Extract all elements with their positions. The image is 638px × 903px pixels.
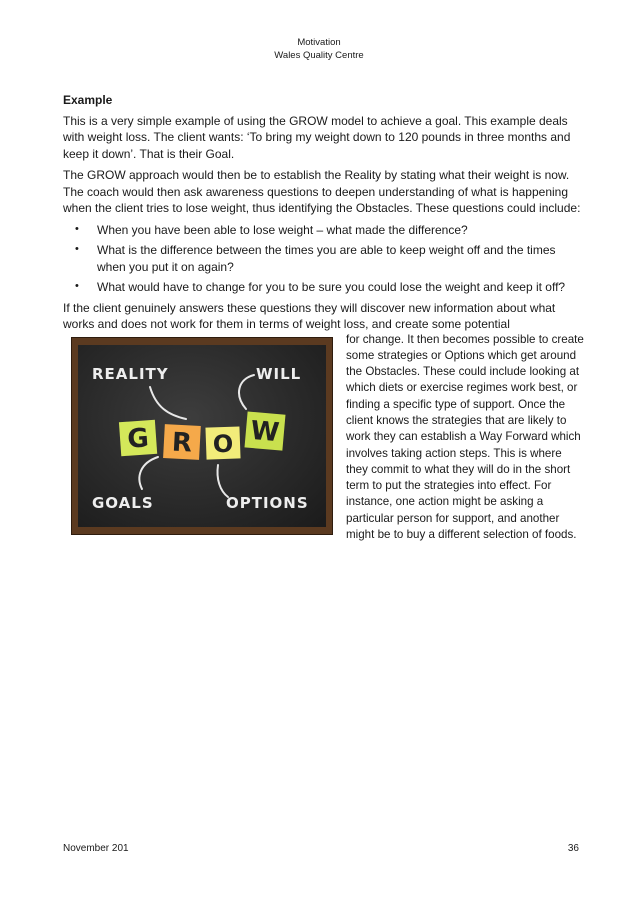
outcome-paragraph: If the client genuinely answers these questions they will discover new information about what works and does not work for them in terms of weight loss, and create some potential <box>63 300 556 331</box>
wrapped-paragraph: for change. It then becomes possible to create some strategies or Options which get around the Obstacles. These could include looking at which diets or exercise regimes work best, or finding a specific type of support. Once the client knows the strategies that are likely to work they can establish a Way Forward which involves taking action steps. This is where they commit to what they will do in the short term to put the strategies into effect. For instance, one action might be asking a particular person for support, and another might be to buy a different selection of foods. <box>346 332 584 542</box>
header-organization: Wales Quality Centre <box>274 50 364 61</box>
bullet-icon: • <box>75 243 79 255</box>
page-content <box>63 92 583 563</box>
reality-arrow <box>150 387 186 419</box>
grow-chalkboard-image <box>71 337 333 535</box>
question-list <box>63 222 583 296</box>
figure-row <box>63 333 583 563</box>
question-item <box>63 242 583 275</box>
sticky-note-o <box>205 426 240 459</box>
goals-arrow <box>139 457 158 489</box>
bullet-icon: • <box>75 280 79 292</box>
chalkboard-surface <box>78 345 326 527</box>
sticky-note-w <box>244 411 285 450</box>
will-label: WILL <box>256 364 302 383</box>
options-arrow <box>217 465 228 497</box>
options-label: OPTIONS <box>226 493 309 512</box>
sticky-note-r <box>163 424 201 460</box>
question-item <box>63 279 583 296</box>
sticky-note-g <box>119 419 157 455</box>
chalkboard-drawing <box>78 345 326 527</box>
question-text: What would have to change for you to be sure you could lose the weight and keep it off? <box>97 280 566 294</box>
page-header <box>0 36 638 62</box>
question-text: What is the difference between the times you are able to keep weight off and the times when you put it on again? <box>97 243 556 274</box>
section-heading: Example <box>63 93 113 107</box>
question-item <box>63 222 583 239</box>
goals-label: GOALS <box>92 493 154 512</box>
footer-date: November 201 <box>63 843 129 854</box>
page-footer <box>63 843 579 854</box>
approach-paragraph: The GROW approach would then be to establish the Reality by stating what their weight is now. The coach would then ask awareness questions to deepen understanding of what is happening when the client tries to lose weight, thus identifying the Obstacles. These questions could include: <box>63 168 581 215</box>
header-title: Motivation <box>297 37 341 48</box>
bullet-icon: • <box>75 222 79 235</box>
svg-text:W: W <box>249 415 281 448</box>
intro-paragraph: This is a very simple example of using the GROW model to achieve a goal. This example deals with weight loss. The client wants: ‘To bring my weight down to 120 pounds in three months and keep it down’. That is their Goal. <box>63 113 571 161</box>
question-text: When you have been able to lose weight – what made the difference? <box>97 222 468 237</box>
svg-text:O: O <box>212 429 234 458</box>
svg-text:G: G <box>126 422 150 455</box>
svg-text:R: R <box>171 426 193 459</box>
will-arrow <box>239 375 254 409</box>
page-number: 36 <box>567 843 579 854</box>
reality-label: REALITY <box>92 364 169 383</box>
